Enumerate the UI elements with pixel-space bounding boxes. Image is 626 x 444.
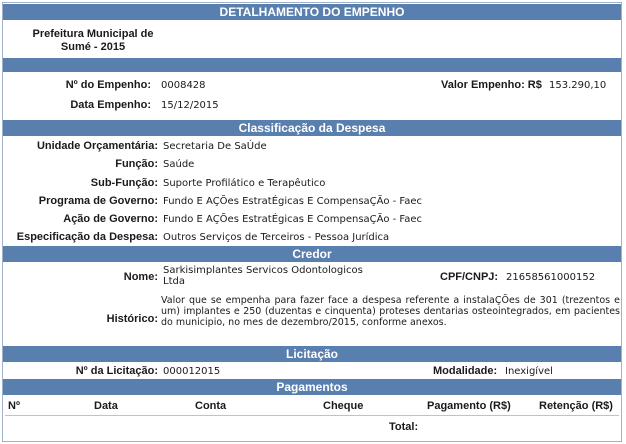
credor-name-line2: Ltda [163,276,185,287]
licitacao-number-label: Nº da Licitação: [75,365,158,377]
col-cheque: Cheque [323,400,364,412]
empenho-number-value: 0008428 [161,80,206,91]
programa-governo-value: Fundo E AÇÕes EstratÉgicas E CompensaÇÃo - Faec [163,196,423,207]
funcao-label: Função: [115,158,158,170]
programa-governo-label: Programa de Governo: [38,195,158,207]
unidade-orcamentaria-label: Unidade Orçamentária: [36,140,158,152]
modalidade-value: Inexigível [505,366,553,377]
empenho-detail-panel [2,2,622,442]
cpf-cnpj-label: CPF/CNPJ: [440,271,499,283]
empenho-value-amount: 153.290,10 [549,80,607,91]
credor-name-line1: Sarkisimplantes Servicos Odontologicos [163,265,363,276]
modalidade-label: Modalidade: [433,365,498,377]
section-credor-title: Credor [3,246,621,262]
sub-funcao-value: Suporte Profilático e Terapêutico [163,178,326,189]
table-divider [5,415,619,416]
separator-bar [3,58,621,72]
funcao-value: Saúde [163,159,195,170]
acao-governo-value: Fundo E AÇÕes EstratÉgicas E CompensaÇÃo - Faec [163,214,423,225]
section-classificacao-title: Classificação da Despesa [3,120,621,136]
page-title: DETALHAMENTO DO EMPENHO [3,4,621,20]
empenho-value-label: Valor Empenho: R$ [441,79,542,91]
total-label: Total: [389,421,419,433]
col-conta: Conta [195,400,227,412]
especificacao-despesa-label: Especificação da Despesa: [16,231,158,243]
especificacao-despesa-value: Outros Serviços de Terceiros - Pessoa Jurídica [163,232,390,243]
section-licitacao-title: Licitação [3,346,621,362]
empenho-date-label: Data Empenho: [70,99,151,111]
section-pagamentos-title: Pagamentos [3,379,621,395]
col-pagamento: Pagamento (R$) [427,400,511,412]
organization-line2: Sumé - 2015 [60,41,126,53]
col-numero: Nº [8,400,20,412]
historico-value: Valor que se empenha para fazer face a despesa referente a instalaÇÕes de 301 (trezentos e um) implantes e 250 (duzentas e cinquenta) proteses dentarias osteointegrados, em pacientes do municipio, no mes de dezembro/2015, conforme anexos. [161,295,620,328]
credor-name-label: Nome: [123,271,158,283]
col-data: Data [94,400,118,412]
empenho-number-label: Nº do Empenho: [65,79,151,91]
cpf-cnpj-value: 21658561000152 [506,272,596,283]
organization-name [13,28,173,53]
sub-funcao-label: Sub-Função: [90,177,158,189]
licitacao-number-value: 000012015 [163,366,221,377]
empenho-date-value: 15/12/2015 [161,100,219,111]
historico-label: Histórico: [106,313,158,325]
col-retencao: Retenção (R$) [539,400,613,412]
credor-name-value [163,265,363,287]
organization-line1: Prefeitura Municipal de [32,28,154,40]
unidade-orcamentaria-value: Secretaria De SaÚde [163,141,267,152]
acao-governo-label: Ação de Governo: [63,213,158,225]
